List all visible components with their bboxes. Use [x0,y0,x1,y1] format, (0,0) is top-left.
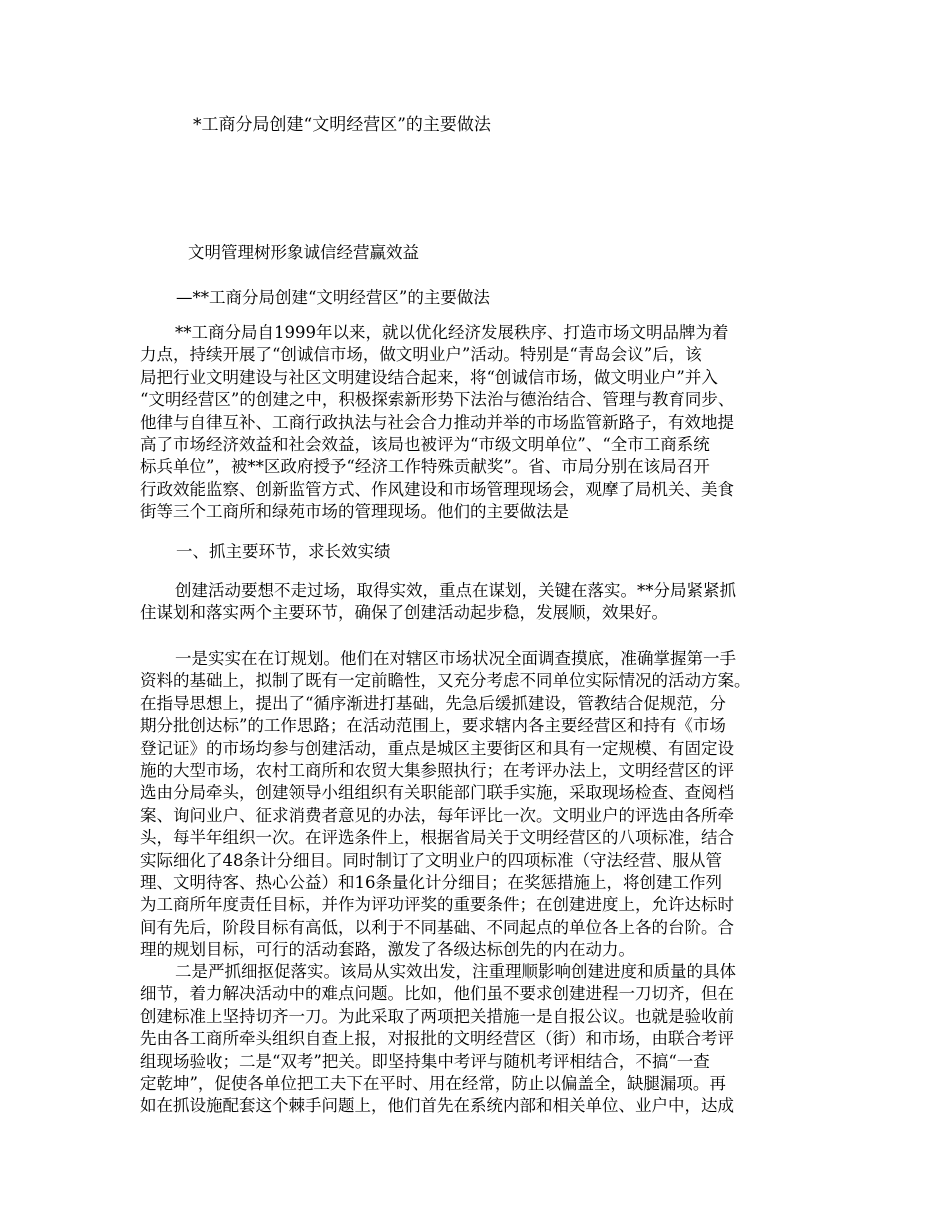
paragraph-line: 行政效能监察、创新监管方式、作风建设和市场管理现场会，观摩了局机关、美食 [140,479,734,499]
paragraph-line: 定乾坤”，促使各单位把工夫下在平时、用在经常，防止以偏盖全，缺腿漏项。再 [140,1073,726,1093]
paragraph-line: 细节，着力解决活动中的难点问题。比如，他们虽不要求创建进程一刀切齐，但在 [140,984,734,1004]
paragraph-line: 头，每半年组织一次。在评选条件上，根据省局关于文明经营区的八项标准，结合 [140,828,734,848]
paragraph-line: 施的大型市场，农村工商所和农贸大集参照执行；在考评办法上，文明经营区的评 [140,760,734,780]
section-1-heading: 一、抓主要环节，求长效实绩 [176,542,391,561]
paragraph-line: 理的规划目标，可行的活动套路，激发了各级达标创先的内在动力。 [140,940,635,960]
paragraph-line: 资料的基础上，拟制了既有一定前瞻性，又充分考虑不同单位实际情况的活动方案。 [140,671,751,691]
article-subheadline: —**工商分局创建“文明经营区”的主要做法 [176,288,490,307]
paragraph-line: 登记证》的市场均参与创建活动，重点是城区主要街区和具有一定规模、有固定设 [140,738,734,758]
point-2-paragraph [140,961,810,1118]
paragraph-line: 二是严抓细抠促落实。该局从实效出发，注重理顺影响创建进度和质量的具体 [175,962,736,981]
document-title: *工商分局创建“文明经营区”的主要做法 [193,115,491,135]
paragraph-line: 力点，持续开展了“创诚信市场，做文明业户”活动。特别是“青岛会议”后，该 [140,345,702,365]
point-1-paragraph [140,648,810,961]
paragraph-line: 在指导思想上，提出了“循序渐进打基础，先急后缓抓建设，管教结合促规范，分 [140,693,726,713]
paragraph-line: 住谋划和落实两个主要环节，确保了创建活动起步稳，发展顺，效果好。 [140,603,668,623]
paragraph-line: 局把行业文明建设与社区文明建设结合起来，将“创诚信市场，做文明业户”并入 [140,367,718,387]
paragraph-line: 先由各工商所牵头组织自查上报，对报批的文明经营区（街）和市场，由联合考评 [140,1029,734,1049]
paragraph-line: 标兵单位”，被**区政府授予“经济工作特殊贡献奖”。省、市局分别在该局召开 [140,457,710,477]
paragraph-line: **工商分局自1999年以来，就以优化经济发展秩序、打造市场文明品牌为着 [175,323,729,342]
paragraph-line: 创建活动要想不走过场，取得实效，重点在谋划，关键在落实。**分局紧紧抓 [175,581,736,600]
paragraph-line: 选由分局牵头，创建领导小组组织有关职能部门联手实施，采取现场检查、查阅档 [140,783,734,803]
paragraph-line: 一是实实在在订规划。他们在对辖区市场状况全面调查摸底，准确掌握第一手 [175,649,736,668]
paragraph-line: 高了市场经济效益和社会效益，该局也被评为“市级文明单位”、“全市工商系统 [140,434,710,454]
paragraph-line: 如在抓设施配套这个棘手问题上，他们首先在系统内部和相关单位、业户中，达成 [140,1096,734,1116]
paragraph-line: 街等三个工商所和绿苑市场的管理现场。他们的主要做法是 [140,502,569,522]
paragraph-line: 他律与自律互补、工商行政执法与社会合力推动并举的市场监管新路子，有效地提 [140,412,734,432]
paragraph-line: “文明经营区”的创建之中，积极探索新形势下法治与德治结合、管理与教育同步、 [140,390,735,410]
paragraph-line: 案、询问业户、征求消费者意见的办法，每年评比一次。文明业户的评选由各所牵 [140,805,734,825]
paragraph-line: 间有先后，阶段目标有高低，以利于不同基础、不同起点的单位各上各的台阶。合 [140,917,734,937]
intro-paragraph [140,322,810,524]
paragraph-line: 期分批创达标”的工作思路；在活动范围上，要求辖内各主要经营区和持有《市场 [140,716,726,736]
paragraph-line: 组现场验收；二是“双考”把关。即坚持集中考评与随机考评相结合，不搞“一查 [140,1051,710,1071]
paragraph-line: 为工商所年度责任目标，并作为评功评奖的重要条件；在创建进度上，允许达标时 [140,895,734,915]
paragraph-line: 理、文明待客、热心公益）和16条量化计分细目；在奖惩措施上，将创建工作列 [140,872,722,892]
article-headline: 文明管理树形象诚信经营赢效益 [188,243,419,262]
paragraph-line: 实际细化了48条计分细目。同时制订了文明业户的四项标准（守法经营、服从管 [140,850,722,870]
paragraph-line: 创建标准上坚持切齐一刀。为此采取了两项把关措施一是自报公议。也就是验收前 [140,1006,734,1026]
section-1-intro-paragraph [140,580,810,625]
